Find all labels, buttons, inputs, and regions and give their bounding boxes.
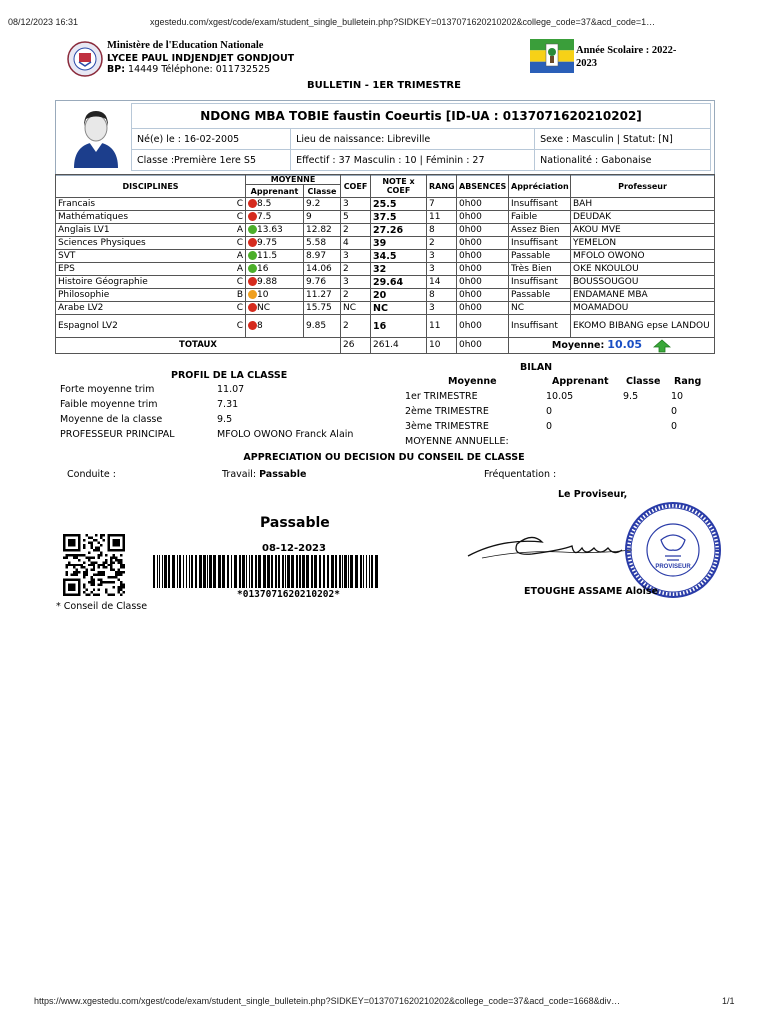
- bilan-student-average: 0: [546, 421, 553, 432]
- discipline-name: EPS: [58, 264, 75, 274]
- note-coef: 29.64: [371, 276, 427, 289]
- print-url-bottom: https://www.xgestedu.com/xgest/code/exam/student_single_bulletein.php?SIDKEY=0137071620210202&college_code=37&acd_code=1668&div…: [34, 996, 621, 1006]
- discipline-name: Francais: [58, 199, 96, 209]
- school-contact: [107, 64, 270, 75]
- appreciation: Insuffisant: [509, 315, 571, 338]
- student-average-cell: [246, 276, 304, 289]
- profil-value: 11.07: [217, 384, 245, 395]
- qr-code-icon: [63, 534, 125, 596]
- discipline-cell: [56, 263, 246, 276]
- student-average-cell: [246, 315, 304, 338]
- proviseur-label: Le Proviseur,: [558, 489, 628, 500]
- school-logo-icon: [66, 41, 104, 77]
- discipline-name: Sciences Physiques: [58, 238, 146, 248]
- level-letter: A: [236, 251, 243, 261]
- print-datetime: 08/12/2023 16:31: [8, 17, 79, 27]
- coefficient: 2: [341, 224, 371, 237]
- grades-table: [55, 174, 715, 354]
- bilan-header: Rang: [674, 376, 702, 387]
- bilan-header: Moyenne: [448, 376, 497, 387]
- appreciation: Insuffisant: [509, 237, 571, 250]
- appreciation: Faible: [509, 211, 571, 224]
- rank: 3: [427, 263, 457, 276]
- ministry-name: Ministère de l'Education Nationale: [107, 40, 264, 51]
- class-average: 9: [304, 211, 341, 224]
- discipline-name: Mathématiques: [58, 212, 129, 222]
- student-average: 7.5: [257, 212, 272, 222]
- class-average: 14.06: [304, 263, 341, 276]
- level-letter: C: [236, 277, 243, 287]
- note-coef: 20: [371, 289, 427, 302]
- note-coef: 39: [371, 237, 427, 250]
- col-classe: Classe: [304, 185, 341, 198]
- barcode-text: *0137071620210202*: [237, 589, 340, 600]
- absences: 0h00: [457, 276, 509, 289]
- profil-title: PROFIL DE LA CLASSE: [171, 370, 288, 381]
- profil-value: 9.5: [217, 414, 233, 425]
- absences: 0h00: [457, 250, 509, 263]
- coefficient: 5: [341, 211, 371, 224]
- coefficient: 2: [341, 289, 371, 302]
- student-average: 9.75: [257, 238, 278, 248]
- grade-row: [56, 315, 715, 338]
- col-professeur: Professeur: [571, 175, 715, 198]
- rank: 8: [427, 289, 457, 302]
- teacher-name: BOUSSOUGOU: [571, 276, 715, 289]
- col-rang: RANG: [427, 175, 457, 198]
- student-average-cell: [246, 302, 304, 315]
- bilan-title: BILAN: [520, 362, 553, 373]
- student-average-cell: [246, 211, 304, 224]
- level-letter: C: [236, 238, 243, 248]
- totals-moyenne: [509, 338, 715, 354]
- status-dot-icon: [248, 264, 257, 273]
- col-coef: COEF: [341, 175, 371, 198]
- student-average: NC: [257, 303, 271, 313]
- travail-label: Travail:: [222, 469, 257, 480]
- rank: 11: [427, 211, 457, 224]
- signature-image: [462, 520, 642, 570]
- rank: 7: [427, 198, 457, 211]
- print-url-top: xgestedu.com/xgest/code/exam/student_single_bulletein.php?SIDKEY=0137071620210202&college_code=37&acd_code=1…: [150, 17, 656, 27]
- print-page-number: 1/1: [722, 996, 735, 1006]
- bulletin-title: BULLETIN - 1ER TRIMESTRE: [307, 80, 461, 91]
- bulletin-date: 08-12-2023: [262, 543, 326, 554]
- status-dot-icon: [248, 277, 257, 286]
- decision-text: Passable: [260, 515, 330, 531]
- note-coef: 16: [371, 315, 427, 338]
- col-note-coef: NOTE x COEF: [371, 175, 427, 198]
- absences: 0h00: [457, 237, 509, 250]
- level-letter: C: [236, 212, 243, 222]
- discipline-cell: [56, 302, 246, 315]
- discipline-cell: [56, 289, 246, 302]
- teacher-name: DEUDAK: [571, 211, 715, 224]
- coefficient: 3: [341, 276, 371, 289]
- conseil-title: APPRECIATION OU DECISION DU CONSEIL DE CLASSE: [243, 452, 525, 463]
- bilan-rank: 0: [671, 421, 678, 432]
- status-dot-icon: [248, 321, 257, 330]
- grade-row: [56, 289, 715, 302]
- bilan-student-average: 10.05: [546, 391, 574, 402]
- rank: 3: [427, 250, 457, 263]
- discipline-cell: [56, 276, 246, 289]
- footnote: * Conseil de Classe: [56, 601, 148, 612]
- level-letter: C: [236, 303, 243, 313]
- grade-row: [56, 224, 715, 237]
- appreciation: Très Bien: [509, 263, 571, 276]
- totals-rang: 10: [427, 338, 457, 354]
- coefficient: 2: [341, 263, 371, 276]
- travail-value: Passable: [259, 469, 307, 480]
- grade-row: [56, 250, 715, 263]
- absences: 0h00: [457, 289, 509, 302]
- student-average-cell: [246, 237, 304, 250]
- absences: 0h00: [457, 224, 509, 237]
- appreciation: Assez Bien: [509, 224, 571, 237]
- teacher-name: OKE NKOULOU: [571, 263, 715, 276]
- totals-absences: 0h00: [457, 338, 509, 354]
- travail: [222, 469, 306, 480]
- student-average-cell: [246, 263, 304, 276]
- col-appreciation: Appréciation: [509, 175, 571, 198]
- totals-coef: 26: [341, 338, 371, 354]
- level-letter: A: [236, 225, 243, 235]
- bilan-period: MOYENNE ANNUELLE:: [405, 436, 509, 447]
- rank: 2: [427, 237, 457, 250]
- status-dot-icon: [248, 199, 257, 208]
- bilan-header: Apprenant: [552, 376, 609, 387]
- coefficient: 3: [341, 198, 371, 211]
- grade-row: [56, 211, 715, 224]
- student-avatar-icon: [70, 106, 122, 168]
- class-average: 12.82: [304, 224, 341, 237]
- level-letter: A: [236, 264, 243, 274]
- class-average: 9.2: [304, 198, 341, 211]
- note-coef: 25.5: [371, 198, 427, 211]
- class-average: 9.85: [304, 315, 341, 338]
- discipline-name: Histoire Géographie: [58, 277, 148, 287]
- status-dot-icon: [248, 303, 257, 312]
- rank: 8: [427, 224, 457, 237]
- grade-row: [56, 276, 715, 289]
- note-coef: 27.26: [371, 224, 427, 237]
- bilan-rank: 0: [671, 406, 678, 417]
- student-average: 8.5: [257, 199, 272, 209]
- bilan-class-average: 9.5: [623, 391, 639, 402]
- note-coef: 34.5: [371, 250, 427, 263]
- note-coef: 37.5: [371, 211, 427, 224]
- status-dot-icon: [248, 290, 257, 299]
- class-average: 8.97: [304, 250, 341, 263]
- bilan-period: 3ème TRIMESTRE: [405, 421, 489, 432]
- appreciation: Insuffisant: [509, 276, 571, 289]
- totals-note: 261.4: [371, 338, 427, 354]
- totals-label: TOTAUX: [56, 338, 341, 354]
- student-average: 8: [257, 321, 263, 331]
- note-coef: NC: [371, 302, 427, 315]
- teacher-name: YEMELON: [571, 237, 715, 250]
- class-average: 5.58: [304, 237, 341, 250]
- discipline-cell: [56, 237, 246, 250]
- col-moyenne: MOYENNE: [246, 175, 341, 185]
- discipline-name: Philosophie: [58, 290, 110, 300]
- coefficient: 4: [341, 237, 371, 250]
- discipline-name: Espagnol LV2: [58, 321, 118, 331]
- rank: 11: [427, 315, 457, 338]
- absences: 0h00: [457, 302, 509, 315]
- rank: 14: [427, 276, 457, 289]
- bilan-student-average: 0: [546, 406, 553, 417]
- level-letter: C: [236, 321, 243, 331]
- absences: 0h00: [457, 263, 509, 276]
- grade-row: [56, 198, 715, 211]
- frequentation-label: Fréquentation :: [484, 469, 557, 480]
- official-stamp-icon: [623, 500, 723, 600]
- coefficient: NC: [341, 302, 371, 315]
- status-dot-icon: [248, 212, 257, 221]
- bilan-header: Classe: [626, 376, 661, 387]
- teacher-name: AKOU MVE: [571, 224, 715, 237]
- discipline-name: SVT: [58, 251, 76, 261]
- rank: 3: [427, 302, 457, 315]
- absences: 0h00: [457, 198, 509, 211]
- school-year: [576, 44, 676, 70]
- coefficient: 2: [341, 315, 371, 338]
- status-dot-icon: [248, 225, 257, 234]
- appreciation: Insuffisant: [509, 198, 571, 211]
- level-letter: C: [236, 199, 243, 209]
- teacher-name: MFOLO OWONO: [571, 250, 715, 263]
- appreciation: Passable: [509, 289, 571, 302]
- student-average: 13.63: [257, 225, 283, 235]
- bilan-rank: 10: [671, 391, 684, 402]
- signatory-name: ETOUGHE ASSAME Aloïse: [524, 586, 659, 597]
- stamp-text: PROVISEUR: [655, 564, 691, 570]
- grade-row: [56, 237, 715, 250]
- class-effectif: Effectif : 37 Masculin : 10 | Féminin : 27: [291, 150, 535, 171]
- col-apprenant: Apprenant: [246, 185, 304, 198]
- moyenne-label: Moyenne:: [551, 340, 605, 351]
- gabon-flag-icon: [530, 39, 574, 73]
- bilan-period: 1er TRIMESTRE: [405, 391, 478, 402]
- appreciation: Passable: [509, 250, 571, 263]
- bilan-period: 2ème TRIMESTRE: [405, 406, 489, 417]
- profil-value: MFOLO OWONO Franck Alain: [217, 429, 354, 440]
- student-birthplace: Lieu de naissance: Libreville: [291, 129, 535, 150]
- discipline-name: Arabe LV2: [58, 303, 104, 313]
- student-info-table: [131, 103, 711, 171]
- appreciation: NC: [509, 302, 571, 315]
- discipline-cell: [56, 315, 246, 338]
- student-average-cell: [246, 224, 304, 237]
- teacher-name: EKOMO BIBANG epse LANDOU: [571, 315, 715, 338]
- student-sex-status: Sexe : Masculin | Statut: [N]: [535, 129, 711, 150]
- status-dot-icon: [248, 238, 257, 247]
- absences: 0h00: [457, 211, 509, 224]
- school-year-line1: Année Scolaire : 2022-: [576, 45, 677, 56]
- teacher-name: MOAMADOU: [571, 302, 715, 315]
- school-name: LYCEE PAUL INDJENDJET GONDJOUT: [107, 53, 295, 64]
- school-year-line2: 2023: [576, 58, 597, 69]
- discipline-cell: [56, 224, 246, 237]
- totals-row: [56, 338, 715, 354]
- student-birthdate: Né(e) le : 16-02-2005: [132, 129, 291, 150]
- col-absences: ABSENCES: [457, 175, 509, 198]
- discipline-cell: [56, 198, 246, 211]
- class-average: 15.75: [304, 302, 341, 315]
- barcode-icon: [153, 555, 381, 588]
- profil-label: PROFESSEUR PRINCIPAL: [60, 429, 175, 440]
- student-average: 11.5: [257, 251, 278, 261]
- student-average-cell: [246, 250, 304, 263]
- student-average: 9.88: [257, 277, 278, 287]
- level-letter: B: [236, 290, 243, 300]
- discipline-cell: [56, 250, 246, 263]
- bp-value: 14449 Téléphone: 011732525: [128, 64, 271, 75]
- note-coef: 32: [371, 263, 427, 276]
- coefficient: 3: [341, 250, 371, 263]
- student-average-cell: [246, 198, 304, 211]
- student-name: NDONG MBA TOBIE faustin Coeurtis [ID-UA : 0137071620210202]: [132, 104, 711, 129]
- col-disciplines: DISCIPLINES: [56, 175, 246, 198]
- class-average: 9.76: [304, 276, 341, 289]
- bp-label: BP:: [107, 64, 126, 75]
- teacher-name: ENDAMANE MBA: [571, 289, 715, 302]
- status-dot-icon: [248, 251, 257, 260]
- grade-row: [56, 302, 715, 315]
- profil-label: Forte moyenne trim: [60, 384, 155, 395]
- arrow-up-icon: [653, 339, 671, 353]
- student-class: Classe :Première 1ere S5: [132, 150, 291, 171]
- profil-value: 7.31: [217, 399, 239, 410]
- profil-label: Faible moyenne trim: [60, 399, 158, 410]
- teacher-name: BAH: [571, 198, 715, 211]
- discipline-name: Anglais LV1: [58, 225, 110, 235]
- grade-row: [56, 263, 715, 276]
- class-average: 11.27: [304, 289, 341, 302]
- moyenne-value: 10.05: [607, 338, 643, 351]
- conduite-label: Conduite :: [67, 469, 116, 480]
- student-average: 10: [257, 290, 269, 300]
- student-nationality: Nationalité : Gabonaise: [535, 150, 711, 171]
- profil-label: Moyenne de la classe: [60, 414, 163, 425]
- student-average: 16: [257, 264, 269, 274]
- absences: 0h00: [457, 315, 509, 338]
- student-average-cell: [246, 289, 304, 302]
- discipline-cell: [56, 211, 246, 224]
